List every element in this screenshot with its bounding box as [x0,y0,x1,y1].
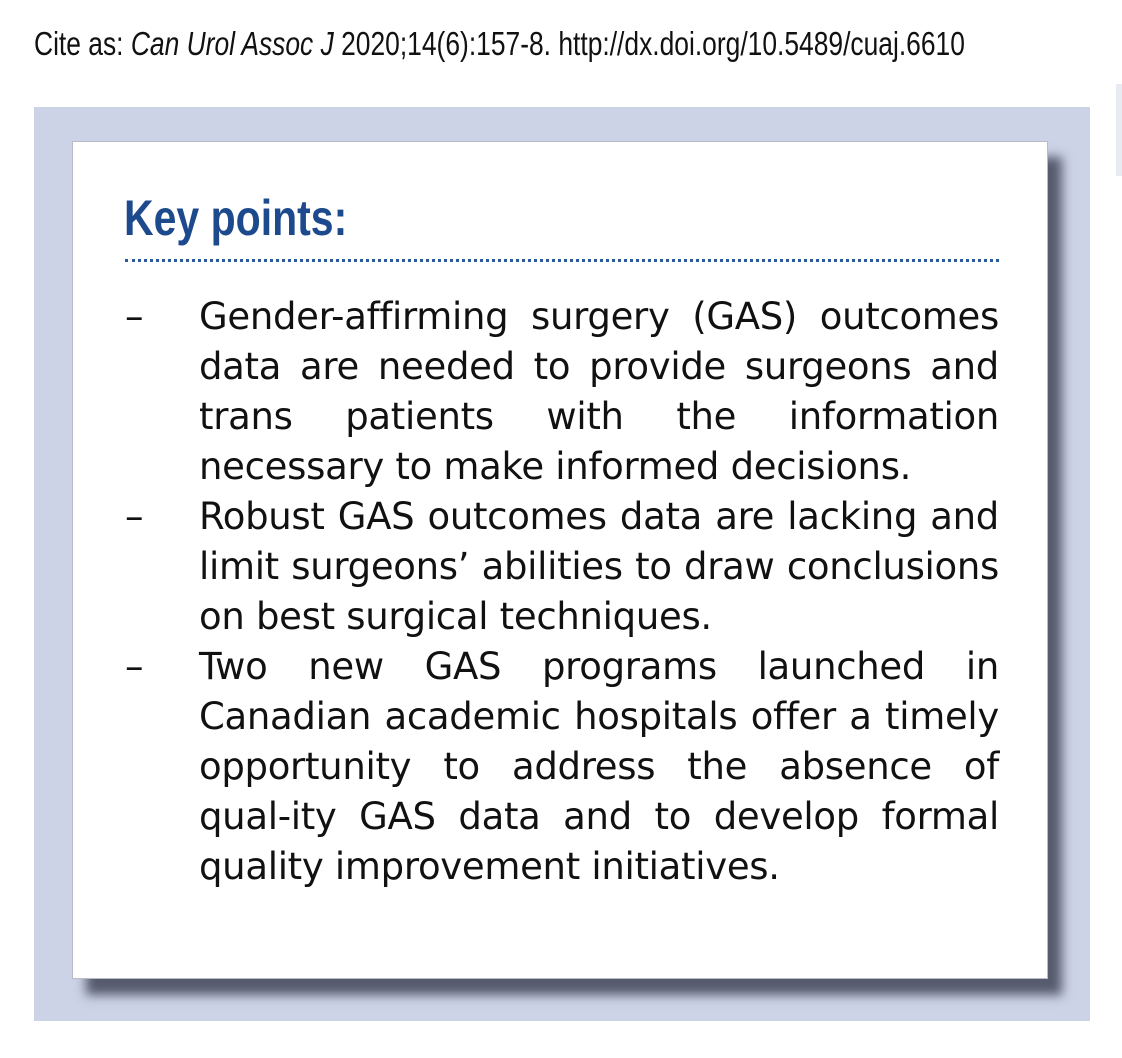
citation-prefix: Cite as: [34,25,131,62]
key-point-text: Robust GAS outcomes data are lacking and limit surgeons’ abilities to draw conclusions on best surgical techniques. [199,495,999,638]
citation-journal: Can Urol Assoc J [130,25,334,62]
key-point-item [125,492,999,642]
key-points-list [125,292,999,892]
dash-bullet: – [125,495,144,538]
key-point-item [125,642,999,892]
dash-bullet: – [125,295,144,338]
citation-reference: 2020;14(6):157-8. http://dx.doi.org/10.5489/cuaj.6610 [333,25,965,62]
key-point-text: Gender-affirming surgery (GAS) outcomes data are needed to provide surgeons and trans patients with the information necessary to make informed decisions. [199,295,999,488]
heading-dotted-divider [125,259,999,262]
page-edge-strip [1116,84,1122,176]
citation-line [34,18,965,70]
key-point-item [125,292,999,492]
key-points-box [72,141,1048,979]
key-points-heading: Key points: [124,190,348,246]
dash-bullet: – [125,645,144,688]
key-point-text: Two new GAS programs launched in Canadian academic hospitals offer a timely opportunity to address the absence of qual-ity GAS data and to develop formal quality improvement initiatives. [199,645,999,888]
